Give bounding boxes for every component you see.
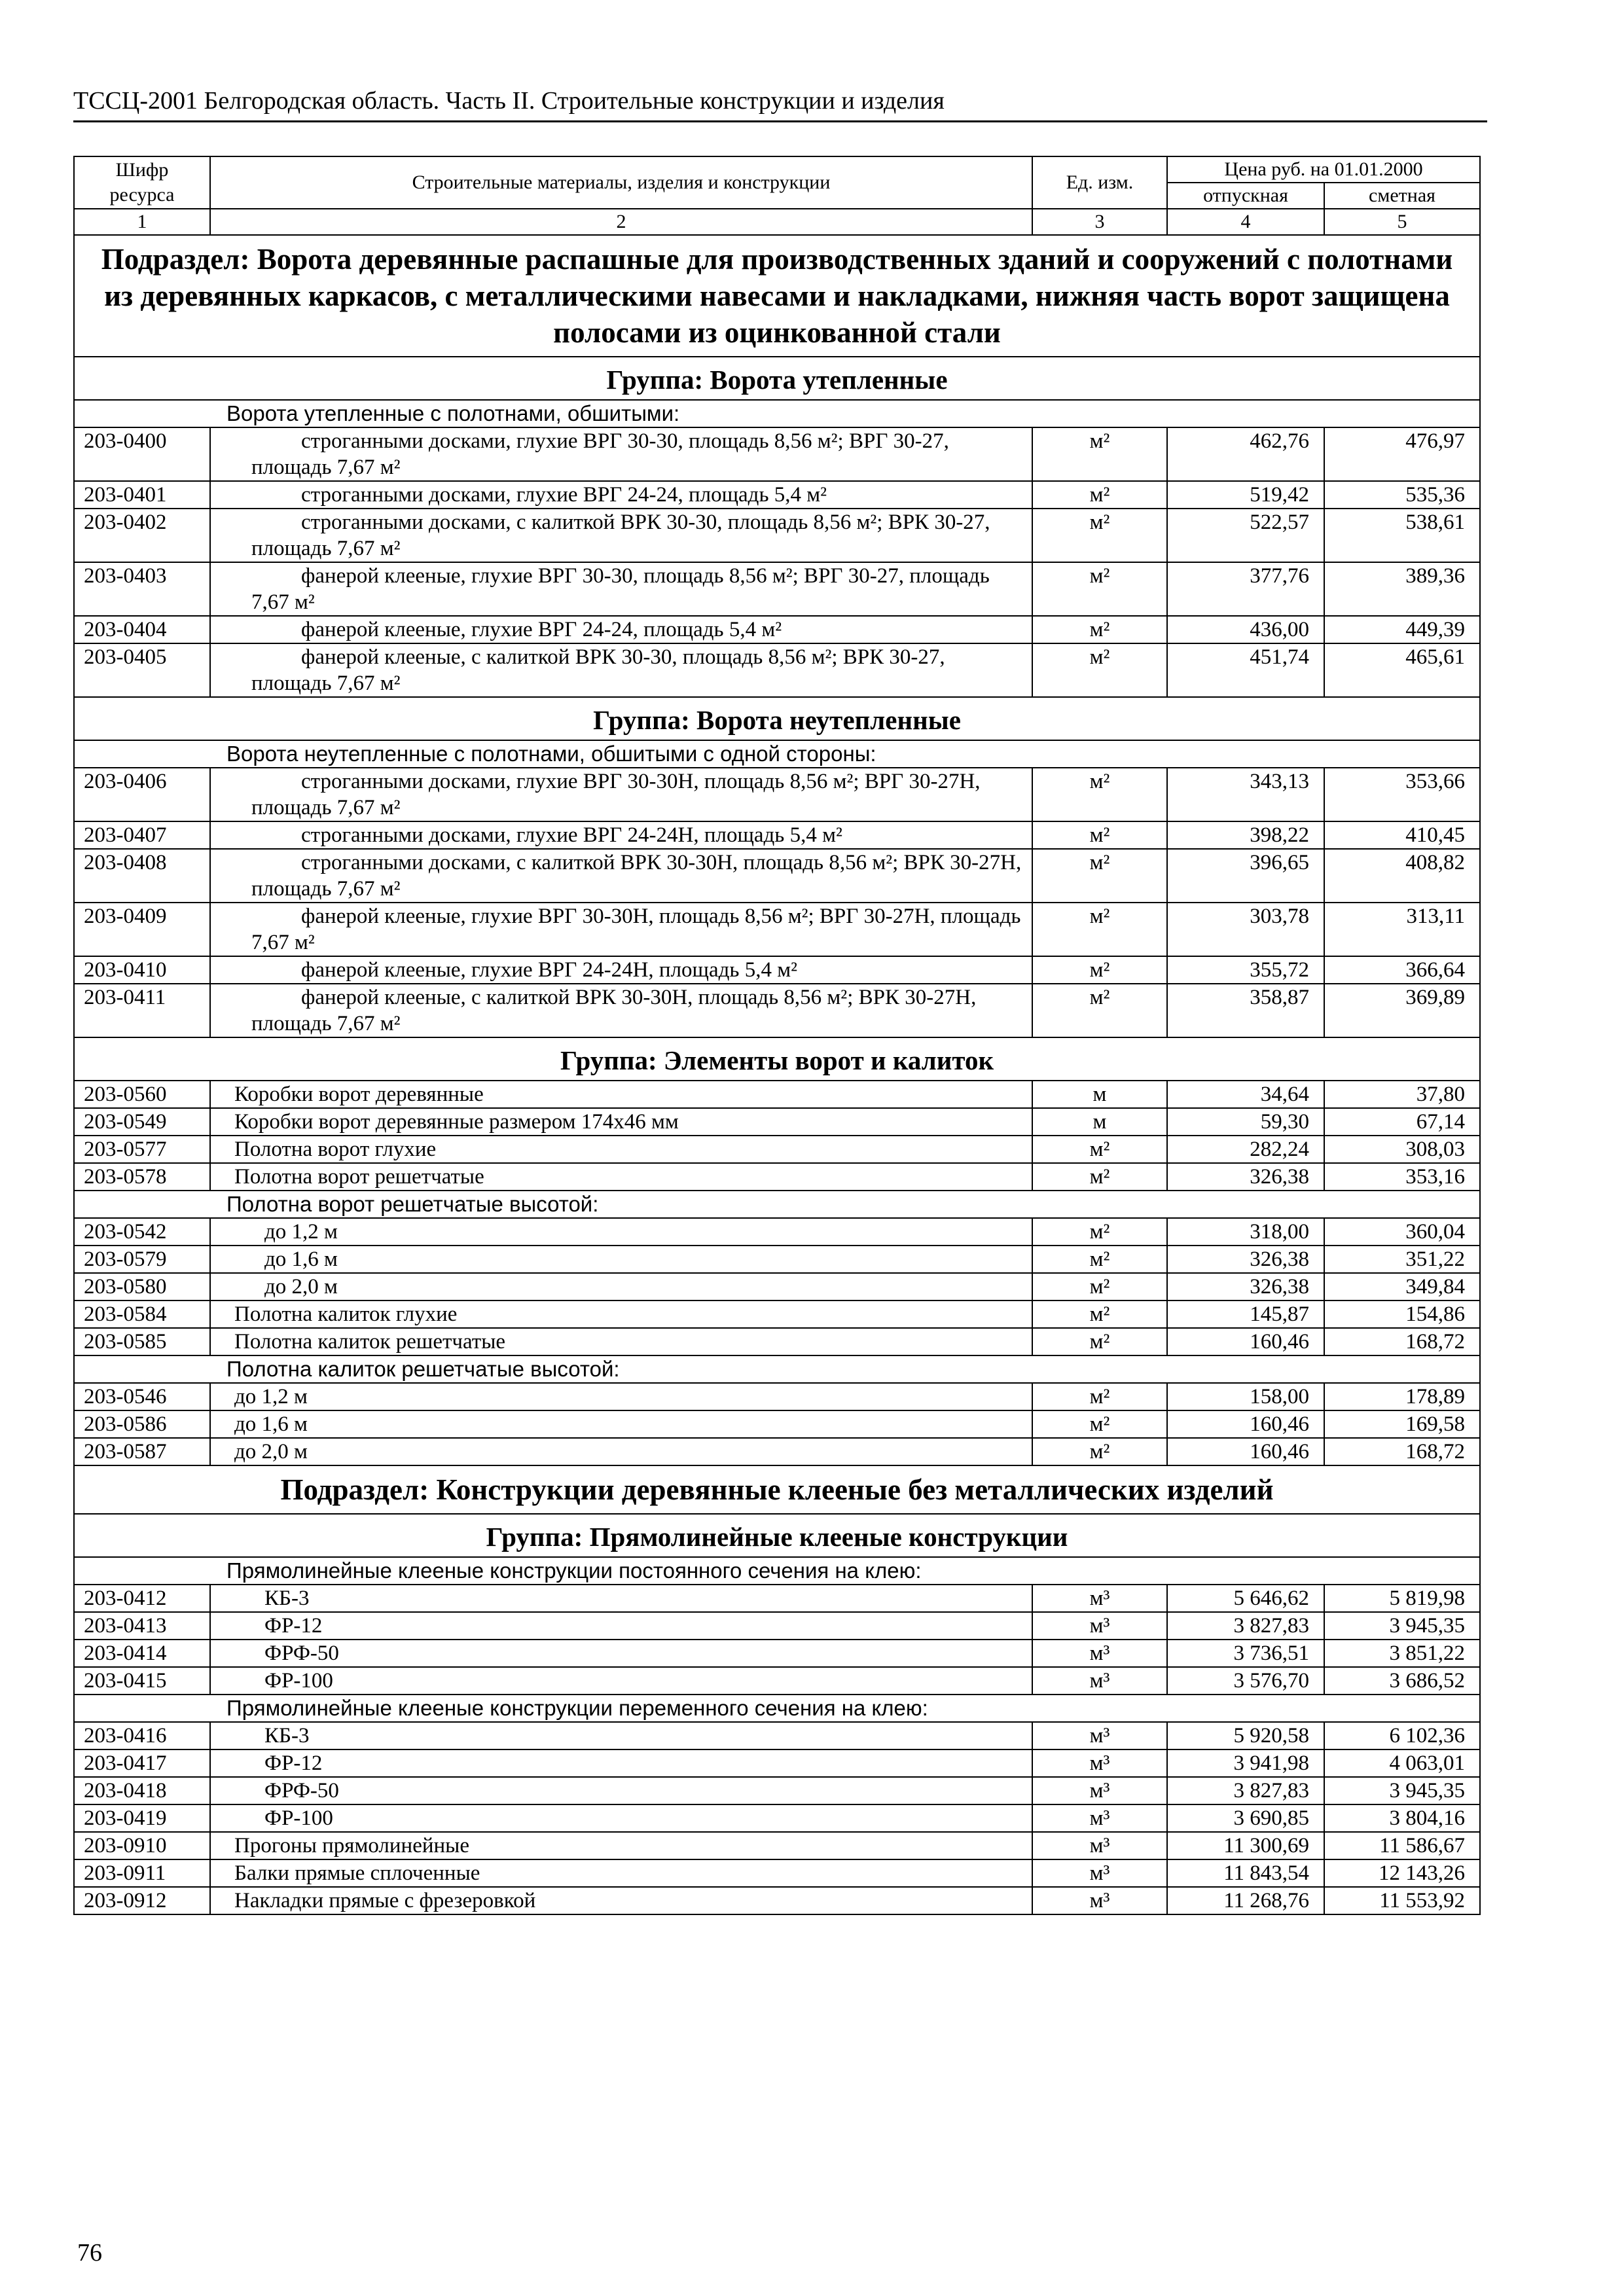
item-name: КБ-3 xyxy=(210,1585,1032,1612)
release-price: 158,00 xyxy=(1167,1383,1324,1410)
resource-code: 203-0560 xyxy=(74,1081,210,1108)
estimate-price: 3 945,35 xyxy=(1324,1612,1480,1640)
release-price: 326,38 xyxy=(1167,1273,1324,1300)
unit-of-measure: м² xyxy=(1032,1383,1167,1410)
col-release-price-header: отпускная xyxy=(1167,183,1324,209)
release-price: 462,76 xyxy=(1167,427,1324,481)
table-row xyxy=(74,1136,1480,1163)
category-row xyxy=(74,740,1480,768)
release-price: 282,24 xyxy=(1167,1136,1324,1163)
unit-of-measure: м² xyxy=(1032,1246,1167,1273)
table-row xyxy=(74,1612,1480,1640)
item-name: ФР-100 xyxy=(210,1667,1032,1695)
resource-code: 203-0406 xyxy=(74,768,210,821)
table-row xyxy=(74,643,1480,697)
unit-of-measure: м² xyxy=(1032,1163,1167,1191)
estimate-price: 3 686,52 xyxy=(1324,1667,1480,1695)
col-code-header: Шифр ресурса xyxy=(74,156,210,209)
release-price: 436,00 xyxy=(1167,616,1324,643)
unit-of-measure: м³ xyxy=(1032,1859,1167,1887)
col-price-header: Цена руб. на 01.01.2000 xyxy=(1167,156,1480,183)
estimate-price: 349,84 xyxy=(1324,1273,1480,1300)
release-price: 398,22 xyxy=(1167,821,1324,849)
unit-of-measure: м² xyxy=(1032,1273,1167,1300)
resource-code: 203-0584 xyxy=(74,1300,210,1328)
resource-code: 203-0417 xyxy=(74,1749,210,1777)
release-price: 451,74 xyxy=(1167,643,1324,697)
table-row xyxy=(74,427,1480,481)
estimate-price: 11 553,92 xyxy=(1324,1887,1480,1914)
unit-of-measure: м³ xyxy=(1032,1585,1167,1612)
resource-code: 203-0416 xyxy=(74,1722,210,1749)
table-row xyxy=(74,903,1480,956)
resource-code: 203-0912 xyxy=(74,1887,210,1914)
group-row xyxy=(74,1514,1480,1557)
item-name: КБ-3 xyxy=(210,1722,1032,1749)
unit-of-measure: м³ xyxy=(1032,1832,1167,1859)
resource-code: 203-0418 xyxy=(74,1777,210,1804)
col-number-2: 2 xyxy=(210,209,1032,235)
release-price: 303,78 xyxy=(1167,903,1324,956)
resource-code: 203-0579 xyxy=(74,1246,210,1273)
table-row xyxy=(74,1777,1480,1804)
resource-code: 203-0542 xyxy=(74,1218,210,1246)
item-name: Полотна ворот решетчатые xyxy=(210,1163,1032,1191)
table-row xyxy=(74,1640,1480,1667)
item-name: до 1,6 м xyxy=(210,1410,1032,1438)
estimate-price: 408,82 xyxy=(1324,849,1480,903)
item-name: Полотна ворот глухие xyxy=(210,1136,1032,1163)
item-name: фанерой клееные, глухие ВРГ 30-30, площадь 8,56 м²; ВРГ 30-27, площадь 7,67 м² xyxy=(210,562,1032,616)
estimate-price: 6 102,36 xyxy=(1324,1722,1480,1749)
resource-code: 203-0586 xyxy=(74,1410,210,1438)
item-name: до 2,0 м xyxy=(210,1438,1032,1465)
category-row xyxy=(74,1695,1480,1722)
item-name: Коробки ворот деревянные размером 174х46 мм xyxy=(210,1108,1032,1136)
table-row xyxy=(74,1108,1480,1136)
unit-of-measure: м³ xyxy=(1032,1722,1167,1749)
estimate-price: 3 945,35 xyxy=(1324,1777,1480,1804)
group-row xyxy=(74,697,1480,740)
estimate-price: 369,89 xyxy=(1324,984,1480,1037)
table-row xyxy=(74,1410,1480,1438)
resource-code: 203-0910 xyxy=(74,1832,210,1859)
col-number-5: 5 xyxy=(1324,209,1480,235)
category-row xyxy=(74,1191,1480,1218)
unit-of-measure: м² xyxy=(1032,1218,1167,1246)
resource-code: 203-0546 xyxy=(74,1383,210,1410)
table-row xyxy=(74,1300,1480,1328)
item-name: до 1,6 м xyxy=(210,1246,1032,1273)
table-row xyxy=(74,1438,1480,1465)
item-name: Прогоны прямолинейные xyxy=(210,1832,1032,1859)
release-price: 160,46 xyxy=(1167,1438,1324,1465)
release-price: 11 268,76 xyxy=(1167,1887,1324,1914)
subsection-row xyxy=(74,235,1480,357)
resource-code: 203-0411 xyxy=(74,984,210,1037)
subsection-title: Подраздел: Конструкции деревянные клееные без металлических изделий xyxy=(74,1465,1480,1514)
estimate-price: 353,66 xyxy=(1324,768,1480,821)
release-price: 519,42 xyxy=(1167,481,1324,509)
table-row xyxy=(74,984,1480,1037)
resource-code: 203-0580 xyxy=(74,1273,210,1300)
release-price: 326,38 xyxy=(1167,1246,1324,1273)
item-name: ФР-100 xyxy=(210,1804,1032,1832)
item-name: строганными досками, глухие ВРГ 24-24Н, площадь 5,4 м² xyxy=(210,821,1032,849)
unit-of-measure: м² xyxy=(1032,1136,1167,1163)
col-estimate-price-header: сметная xyxy=(1324,183,1480,209)
subsection-row xyxy=(74,1465,1480,1514)
table-row xyxy=(74,1273,1480,1300)
table-row xyxy=(74,1383,1480,1410)
item-name: строганными досками, глухие ВРГ 30-30Н, площадь 8,56 м²; ВРГ 30-27Н, площадь 7,67 м² xyxy=(210,768,1032,821)
release-price: 377,76 xyxy=(1167,562,1324,616)
release-price: 358,87 xyxy=(1167,984,1324,1037)
resource-code: 203-0409 xyxy=(74,903,210,956)
unit-of-measure: м xyxy=(1032,1108,1167,1136)
table-row xyxy=(74,1832,1480,1859)
table-row xyxy=(74,1804,1480,1832)
item-name: Полотна калиток решетчатые xyxy=(210,1328,1032,1355)
unit-of-measure: м³ xyxy=(1032,1777,1167,1804)
unit-of-measure: м² xyxy=(1032,562,1167,616)
group-title: Группа: Элементы ворот и калиток xyxy=(74,1037,1480,1081)
resource-code: 203-0413 xyxy=(74,1612,210,1640)
unit-of-measure: м² xyxy=(1032,849,1167,903)
estimate-price: 154,86 xyxy=(1324,1300,1480,1328)
resource-code: 203-0400 xyxy=(74,427,210,481)
estimate-price: 353,16 xyxy=(1324,1163,1480,1191)
group-row xyxy=(74,1037,1480,1081)
resource-code: 203-0911 xyxy=(74,1859,210,1887)
resource-code: 203-0587 xyxy=(74,1438,210,1465)
category-row xyxy=(74,1557,1480,1585)
unit-of-measure: м² xyxy=(1032,1410,1167,1438)
release-price: 3 827,83 xyxy=(1167,1777,1324,1804)
item-name: ФР-12 xyxy=(210,1612,1032,1640)
release-price: 355,72 xyxy=(1167,956,1324,984)
release-price: 5 920,58 xyxy=(1167,1722,1324,1749)
estimate-price: 169,58 xyxy=(1324,1410,1480,1438)
unit-of-measure: м² xyxy=(1032,821,1167,849)
item-name: фанерой клееные, глухие ВРГ 24-24, площадь 5,4 м² xyxy=(210,616,1032,643)
resource-code: 203-0407 xyxy=(74,821,210,849)
estimate-price: 3 851,22 xyxy=(1324,1640,1480,1667)
release-price: 11 843,54 xyxy=(1167,1859,1324,1887)
resource-code: 203-0414 xyxy=(74,1640,210,1667)
table-row xyxy=(74,562,1480,616)
resource-code: 203-0408 xyxy=(74,849,210,903)
item-name: строганными досками, с калиткой ВРК 30-30, площадь 8,56 м²; ВРК 30-27, площадь 7,67 м² xyxy=(210,509,1032,562)
table-row xyxy=(74,1887,1480,1914)
release-price: 5 646,62 xyxy=(1167,1585,1324,1612)
estimate-price: 389,36 xyxy=(1324,562,1480,616)
item-name: строганными досками, глухие ВРГ 24-24, площадь 5,4 м² xyxy=(210,481,1032,509)
unit-of-measure: м² xyxy=(1032,768,1167,821)
resource-code: 203-0549 xyxy=(74,1108,210,1136)
table-row xyxy=(74,616,1480,643)
release-price: 522,57 xyxy=(1167,509,1324,562)
item-name: до 2,0 м xyxy=(210,1273,1032,1300)
unit-of-measure: м xyxy=(1032,1081,1167,1108)
col-number-1: 1 xyxy=(74,209,210,235)
item-name: Накладки прямые с фрезеровкой xyxy=(210,1887,1032,1914)
table-row xyxy=(74,1749,1480,1777)
estimate-price: 11 586,67 xyxy=(1324,1832,1480,1859)
release-price: 160,46 xyxy=(1167,1328,1324,1355)
price-table-body xyxy=(74,235,1480,1914)
col-number-3: 3 xyxy=(1032,209,1167,235)
estimate-price: 351,22 xyxy=(1324,1246,1480,1273)
item-name: ФРФ-50 xyxy=(210,1777,1032,1804)
release-price: 343,13 xyxy=(1167,768,1324,821)
unit-of-measure: м² xyxy=(1032,1438,1167,1465)
resource-code: 203-0585 xyxy=(74,1328,210,1355)
estimate-price: 535,36 xyxy=(1324,481,1480,509)
col-number-4: 4 xyxy=(1167,209,1324,235)
release-price: 318,00 xyxy=(1167,1218,1324,1246)
unit-of-measure: м³ xyxy=(1032,1667,1167,1695)
table-row xyxy=(74,768,1480,821)
unit-of-measure: м³ xyxy=(1032,1640,1167,1667)
table-row xyxy=(74,1585,1480,1612)
release-price: 3 576,70 xyxy=(1167,1667,1324,1695)
release-price: 396,65 xyxy=(1167,849,1324,903)
price-table-container xyxy=(73,156,1479,1915)
unit-of-measure: м² xyxy=(1032,509,1167,562)
table-row xyxy=(74,1667,1480,1695)
estimate-price: 313,11 xyxy=(1324,903,1480,956)
unit-of-measure: м² xyxy=(1032,1328,1167,1355)
item-name: Коробки ворот деревянные xyxy=(210,1081,1032,1108)
item-name: Полотна калиток глухие xyxy=(210,1300,1032,1328)
group-row xyxy=(74,357,1480,400)
item-name: строганными досками, с калиткой ВРК 30-30Н, площадь 8,56 м²; ВРК 30-27Н, площадь 7,67 м² xyxy=(210,849,1032,903)
release-price: 34,64 xyxy=(1167,1081,1324,1108)
unit-of-measure: м² xyxy=(1032,427,1167,481)
item-name: фанерой клееные, с калиткой ВРК 30-30Н, площадь 8,56 м²; ВРК 30-27Н, площадь 7,67 м² xyxy=(210,984,1032,1037)
resource-code: 203-0415 xyxy=(74,1667,210,1695)
unit-of-measure: м² xyxy=(1032,1300,1167,1328)
table-row xyxy=(74,509,1480,562)
release-price: 160,46 xyxy=(1167,1410,1324,1438)
estimate-price: 4 063,01 xyxy=(1324,1749,1480,1777)
group-title: Группа: Прямолинейные клееные конструкции xyxy=(74,1514,1480,1557)
page-header: ТССЦ-2001 Белгородская область. Часть II. Строительные конструкции и изделия xyxy=(73,84,1487,122)
unit-of-measure: м² xyxy=(1032,481,1167,509)
estimate-price: 449,39 xyxy=(1324,616,1480,643)
resource-code: 203-0410 xyxy=(74,956,210,984)
estimate-price: 360,04 xyxy=(1324,1218,1480,1246)
release-price: 3 736,51 xyxy=(1167,1640,1324,1667)
category-caption: Ворота неутепленные с полотнами, обшитыми с одной стороны: xyxy=(74,740,1480,768)
unit-of-measure: м³ xyxy=(1032,1749,1167,1777)
estimate-price: 168,72 xyxy=(1324,1328,1480,1355)
category-caption: Прямолинейные клееные конструкции переменного сечения на клею: xyxy=(74,1695,1480,1722)
estimate-price: 168,72 xyxy=(1324,1438,1480,1465)
col-unit-header: Ед. изм. xyxy=(1032,156,1167,209)
resource-code: 203-0419 xyxy=(74,1804,210,1832)
table-row xyxy=(74,1859,1480,1887)
resource-code: 203-0401 xyxy=(74,481,210,509)
estimate-price: 538,61 xyxy=(1324,509,1480,562)
price-table xyxy=(73,156,1481,1915)
resource-code: 203-0577 xyxy=(74,1136,210,1163)
item-name: до 1,2 м xyxy=(210,1218,1032,1246)
resource-code: 203-0405 xyxy=(74,643,210,697)
table-row xyxy=(74,1081,1480,1108)
estimate-price: 12 143,26 xyxy=(1324,1859,1480,1887)
release-price: 3 827,83 xyxy=(1167,1612,1324,1640)
table-row xyxy=(74,956,1480,984)
category-caption: Полотна ворот решетчатые высотой: xyxy=(74,1191,1480,1218)
category-row xyxy=(74,1355,1480,1383)
item-name: ФРФ-50 xyxy=(210,1640,1032,1667)
table-row xyxy=(74,1218,1480,1246)
item-name: фанерой клееные, с калиткой ВРК 30-30, площадь 8,56 м²; ВРК 30-27, площадь 7,67 м² xyxy=(210,643,1032,697)
estimate-price: 5 819,98 xyxy=(1324,1585,1480,1612)
resource-code: 203-0403 xyxy=(74,562,210,616)
category-caption: Прямолинейные клееные конструкции постоянного сечения на клею: xyxy=(74,1557,1480,1585)
unit-of-measure: м² xyxy=(1032,984,1167,1037)
table-row xyxy=(74,1246,1480,1273)
page-number: 76 xyxy=(77,2239,102,2267)
category-caption: Полотна калиток решетчатые высотой: xyxy=(74,1355,1480,1383)
group-title: Группа: Ворота утепленные xyxy=(74,357,1480,400)
estimate-price: 476,97 xyxy=(1324,427,1480,481)
unit-of-measure: м² xyxy=(1032,643,1167,697)
resource-code: 203-0404 xyxy=(74,616,210,643)
release-price: 3 941,98 xyxy=(1167,1749,1324,1777)
group-title: Группа: Ворота неутепленные xyxy=(74,697,1480,740)
table-row xyxy=(74,1163,1480,1191)
unit-of-measure: м² xyxy=(1032,616,1167,643)
estimate-price: 410,45 xyxy=(1324,821,1480,849)
col-name-header: Строительные материалы, изделия и конструкции xyxy=(210,156,1032,209)
subsection-title: Подраздел: Ворота деревянные распашные для производственных зданий и сооружений с полотнами из деревянных каркасов, с металлическими навесами и накладками, нижняя часть ворот защищена полосами из оцинкованной стали xyxy=(74,235,1480,357)
unit-of-measure: м³ xyxy=(1032,1612,1167,1640)
unit-of-measure: м² xyxy=(1032,956,1167,984)
release-price: 326,38 xyxy=(1167,1163,1324,1191)
resource-code: 203-0402 xyxy=(74,509,210,562)
table-row xyxy=(74,1722,1480,1749)
item-name: ФР-12 xyxy=(210,1749,1032,1777)
resource-code: 203-0578 xyxy=(74,1163,210,1191)
unit-of-measure: м³ xyxy=(1032,1887,1167,1914)
estimate-price: 67,14 xyxy=(1324,1108,1480,1136)
unit-of-measure: м² xyxy=(1032,903,1167,956)
table-row xyxy=(74,849,1480,903)
item-name: фанерой клееные, глухие ВРГ 24-24Н, площадь 5,4 м² xyxy=(210,956,1032,984)
release-price: 145,87 xyxy=(1167,1300,1324,1328)
estimate-price: 178,89 xyxy=(1324,1383,1480,1410)
release-price: 59,30 xyxy=(1167,1108,1324,1136)
estimate-price: 366,64 xyxy=(1324,956,1480,984)
item-name: строганными досками, глухие ВРГ 30-30, площадь 8,56 м²; ВРГ 30-27, площадь 7,67 м² xyxy=(210,427,1032,481)
table-row xyxy=(74,481,1480,509)
item-name: фанерой клееные, глухие ВРГ 30-30Н, площадь 8,56 м²; ВРГ 30-27Н, площадь 7,67 м² xyxy=(210,903,1032,956)
item-name: Балки прямые сплоченные xyxy=(210,1859,1032,1887)
category-row xyxy=(74,400,1480,427)
resource-code: 203-0412 xyxy=(74,1585,210,1612)
release-price: 3 690,85 xyxy=(1167,1804,1324,1832)
category-caption: Ворота утепленные с полотнами, обшитыми: xyxy=(74,400,1480,427)
estimate-price: 3 804,16 xyxy=(1324,1804,1480,1832)
estimate-price: 465,61 xyxy=(1324,643,1480,697)
item-name: до 1,2 м xyxy=(210,1383,1032,1410)
table-row xyxy=(74,821,1480,849)
release-price: 11 300,69 xyxy=(1167,1832,1324,1859)
table-row xyxy=(74,1328,1480,1355)
estimate-price: 308,03 xyxy=(1324,1136,1480,1163)
estimate-price: 37,80 xyxy=(1324,1081,1480,1108)
unit-of-measure: м³ xyxy=(1032,1804,1167,1832)
